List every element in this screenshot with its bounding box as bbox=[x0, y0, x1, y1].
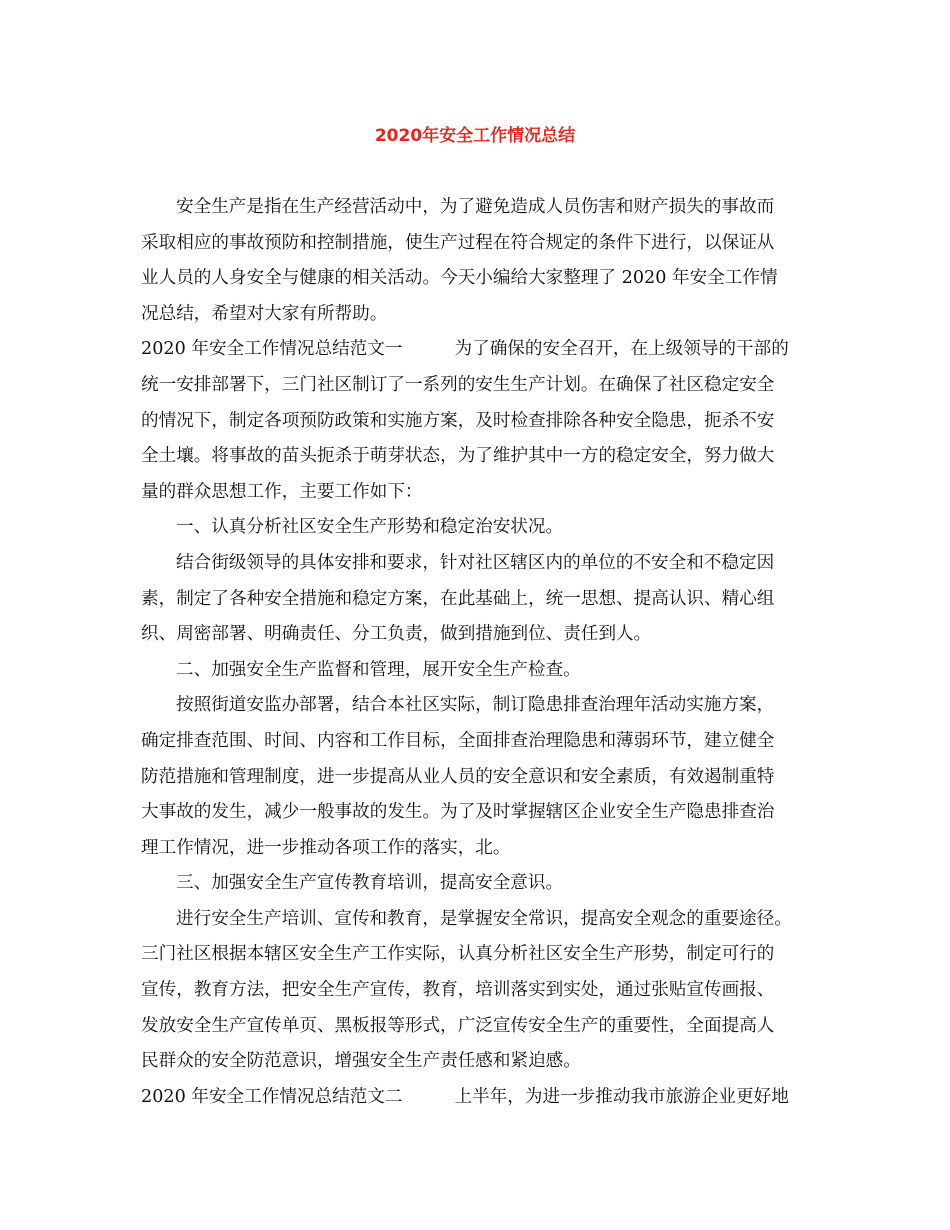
body-line: 民群众的安全防范意识，增强安全生产责任感和紧迫感。 bbox=[141, 1051, 581, 1072]
body-line: 采取相应的事故预防和控制措施，使生产过程在符合规定的条件下进行，以保证从 bbox=[141, 232, 775, 253]
section-lead-text: 上半年，为进一步推动我市旅游企业更好地 bbox=[454, 1086, 789, 1107]
section-heading: 2020 年安全工作情况总结范文一 bbox=[141, 339, 403, 360]
body-line: 宣传，教育方法，把安全生产宣传，教育，培训落实到实处，通过张贴宣传画报、 bbox=[141, 980, 775, 1001]
body-line: 素，制定了各种安全措施和稳定方案，在此基础上，统一思想、提高认识、精心组 bbox=[141, 588, 775, 609]
body-line: 确定排查范围、时间、内容和工作目标，全面排查治理隐患和薄弱环节，建立健全 bbox=[141, 730, 775, 751]
body-line: 防范措施和管理制度，进一步提高从业人员的安全意识和安全素质，有效遏制重特 bbox=[141, 766, 775, 787]
body-line: 况总结，希望对大家有所帮助。 bbox=[141, 303, 388, 324]
body-line: 安全生产是指在生产经营活动中，为了避免造成人员伤害和财产损失的事故而 bbox=[176, 197, 775, 217]
body-line: 的情况下，制定各项预防政策和实施方案，及时检查排除各种安全隐患，扼杀不安 bbox=[141, 410, 775, 431]
subheading-line: 一、认真分析社区安全生产形势和稳定治安状况。 bbox=[176, 517, 564, 538]
section-heading: 2020 年安全工作情况总结范文二 bbox=[141, 1086, 403, 1107]
body-line: 发放安全生产宣传单页、黑板报等形式，广泛宣传安全生产的重要性，全面提高人 bbox=[141, 1015, 775, 1036]
section-heading-line bbox=[141, 1080, 821, 1116]
body-line: 按照街道安监办部署，结合本社区实际，制订隐患排查治理年活动实施方案， bbox=[176, 695, 775, 716]
body-line: 三门社区根据本辖区安全生产工作实际，认真分析社区安全生产形势，制定可行的 bbox=[141, 944, 775, 965]
section-lead-text: 为了确保的安全召开，在上级领导的干部的 bbox=[454, 339, 789, 360]
body-line: 大事故的发生，减少一般事故的发生。为了及时掌握辖区企业安全生产隐患排查治 bbox=[141, 802, 775, 823]
body-line: 理工作情况，进一步推动各项工作的落实，北。 bbox=[141, 837, 511, 858]
body-line: 结合街级领导的具体安排和要求，针对社区辖区内的单位的不安全和不稳定因 bbox=[176, 552, 775, 573]
body-line: 业人员的人身安全与健康的相关活动。今天小编给大家整理了 2020 年安全工作情 bbox=[141, 268, 778, 289]
body-line: 量的群众思想工作，主要工作如下： bbox=[141, 481, 423, 502]
subheading-line: 三、加强安全生产宣传教育培训，提高安全意识。 bbox=[176, 873, 564, 894]
body-line: 全土壤。将事故的苗头扼杀于萌芽状态，为了维护其中一方的稳定安全，努力做大 bbox=[141, 446, 775, 467]
section-heading-line bbox=[141, 332, 821, 368]
body-line: 统一安排部署下，三门社区制订了一系列的安生生产计划。在确保了社区稳定安全 bbox=[141, 374, 775, 395]
document-body bbox=[141, 190, 821, 1115]
document-title: 2020年安全工作情况总结 bbox=[374, 126, 576, 146]
body-line: 进行安全生产培训、宣传和教育，是掌握安全常识，提高安全观念的重要途径。 bbox=[176, 908, 792, 929]
subheading-line: 二、加强安全生产监督和管理，展开安全生产检查。 bbox=[176, 659, 581, 680]
body-line: 织、周密部署、明确责任、分工负责，做到措施到位、责任到人。 bbox=[141, 624, 652, 645]
